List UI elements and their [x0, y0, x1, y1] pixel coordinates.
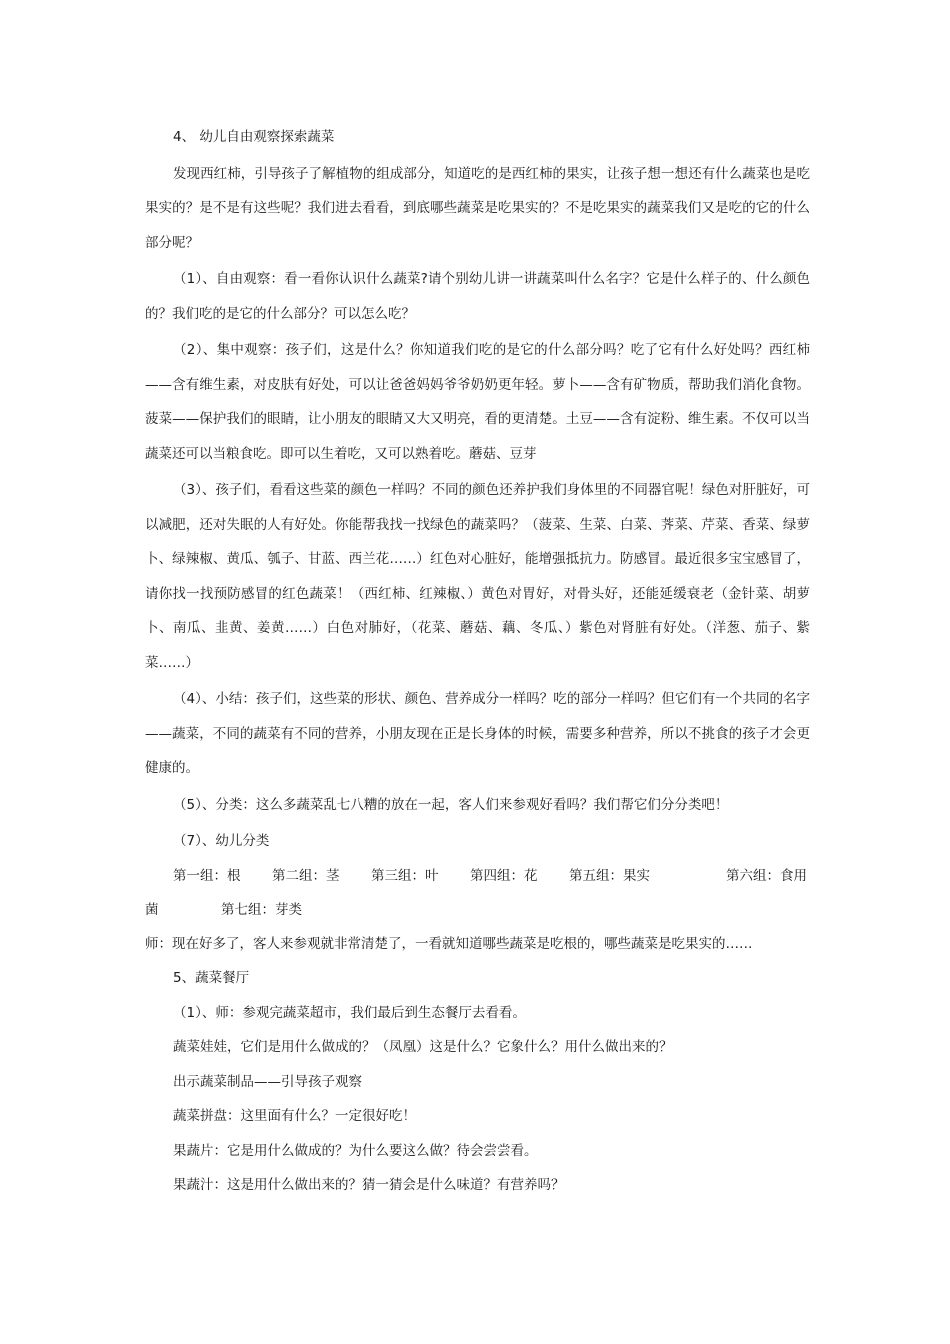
group-root: 第一组：根	[173, 867, 241, 884]
group-list-row-2	[145, 893, 810, 927]
section-4-heading: 4、 幼儿自由观察探索蔬菜	[173, 129, 335, 145]
restaurant-line-2: 蔬菜娃娃，它们是用什么做成的？（凤凰）这是什么？它象什么？用什么做出来的？	[173, 1039, 673, 1055]
group-list-row-1	[145, 859, 810, 893]
section-4-intro: 发现西红柿，引导孩子了解植物的组成部分，知道吃的是西红柿的果实，让孩子想一想还有什么蔬菜也是吃果实的？是不是有这些呢？我们进去看看，到底哪些蔬菜是吃果实的？不是吃果实的蔬菜我们又是吃的它的什么部分呢？	[145, 165, 810, 251]
group-sprout: 第七组：芽类	[221, 901, 302, 918]
group-fungi: 第六组：食用	[726, 867, 807, 884]
classify-item-5: （5）、分类：这么多蔬菜乱七八糟的放在一起，客人们来参观好看吗？我们帮它们分分类吧！	[173, 796, 729, 813]
group-fungi-continued: 菌	[145, 901, 159, 918]
restaurant-line-3: 出示蔬菜制品——引导孩子观察	[173, 1073, 362, 1090]
restaurant-line-6: 果蔬汁：这是用什么做出来的？猜一猜会是什么味道？有营养吗？	[173, 1177, 565, 1193]
restaurant-item-1: （1）、师：参观完蔬菜超市，我们最后到生态餐厅去看看。	[173, 1004, 526, 1021]
restaurant-line-5: 果蔬片：它是用什么做成的？为什么要这么做？待会尝尝看。	[173, 1142, 538, 1159]
teacher-line: 师：现在好多了，客人来参观就非常清楚了，一看就知道哪些蔬菜是吃根的，哪些蔬菜是吃果实的……	[145, 935, 753, 952]
observation-item-1: （1）、自由观察：看一看你认识什么蔬菜?请个别幼儿讲一讲蔬菜叫什么名字？它是什么样子的、什么颜色的？我们吃的是它的什么部分？可以怎么吃？	[145, 271, 810, 322]
restaurant-line-4: 蔬菜拼盘：这里面有什么？一定很好吃！	[173, 1108, 416, 1124]
group-flower: 第四组：花	[470, 867, 538, 884]
classify-item-7: （7）、幼儿分类	[173, 833, 270, 849]
group-fruit: 第五组：果实	[569, 867, 650, 884]
observation-item-3: （3）、孩子们，看看这些菜的颜色一样吗？不同的颜色还养护我们身体里的不同器官呢！绿色对肝脏好，可以减肥，还对失眠的人有好处。你能帮我找一找绿色的蔬菜吗？（菠菜、生菜、白菜、荠菜、芹菜、香菜、绿萝卜、绿辣椒、黄瓜、瓠子、甘蓝、西兰花……）红色对心脏好，能增强抵抗力。防感冒。最近很多宝宝感冒了，请你找一找预防感冒的红色蔬菜！（西红柿、红辣椒、）黄色对胃好，对骨头好，还能延缓衰老（金针菜、胡萝卜、南瓜、韭黄、姜黄……）白色对肺好，（花菜、蘑菇、藕、冬瓜、）紫色对肾脏有好处。（洋葱、茄子、紫菜……）	[145, 482, 810, 671]
observation-item-2: （2）、集中观察：孩子们，这是什么？你知道我们吃的是它的什么部分吗？吃了它有什么好处吗？西红柿——含有维生素，对皮肤有好处，可以让爸爸妈妈爷爷奶奶更年轻。萝卜——含有矿物质，帮助我们消化食物。菠菜——保护我们的眼睛，让小朋友的眼睛又大又明亮，看的更清楚。土豆——含有淀粉、维生素。不仅可以当蔬菜还可以当粮食吃。即可以生着吃，又可以熟着吃。蘑菇、豆芽	[145, 342, 810, 462]
document-page	[145, 120, 810, 1203]
group-stem: 第二组：茎	[272, 867, 340, 884]
section-5-heading: 5、蔬菜餐厅	[173, 970, 250, 986]
summary-item-4: （4）、小结：孩子们，这些菜的形状、颜色、营养成分一样吗？吃的部分一样吗？但它们有一个共同的名字——蔬菜，不同的蔬菜有不同的营养，小朋友现在正是长身体的时候，需要多种营养，所以不挑食的孩子才会更健康的。	[145, 691, 810, 776]
group-leaf: 第三组：叶	[371, 867, 439, 884]
